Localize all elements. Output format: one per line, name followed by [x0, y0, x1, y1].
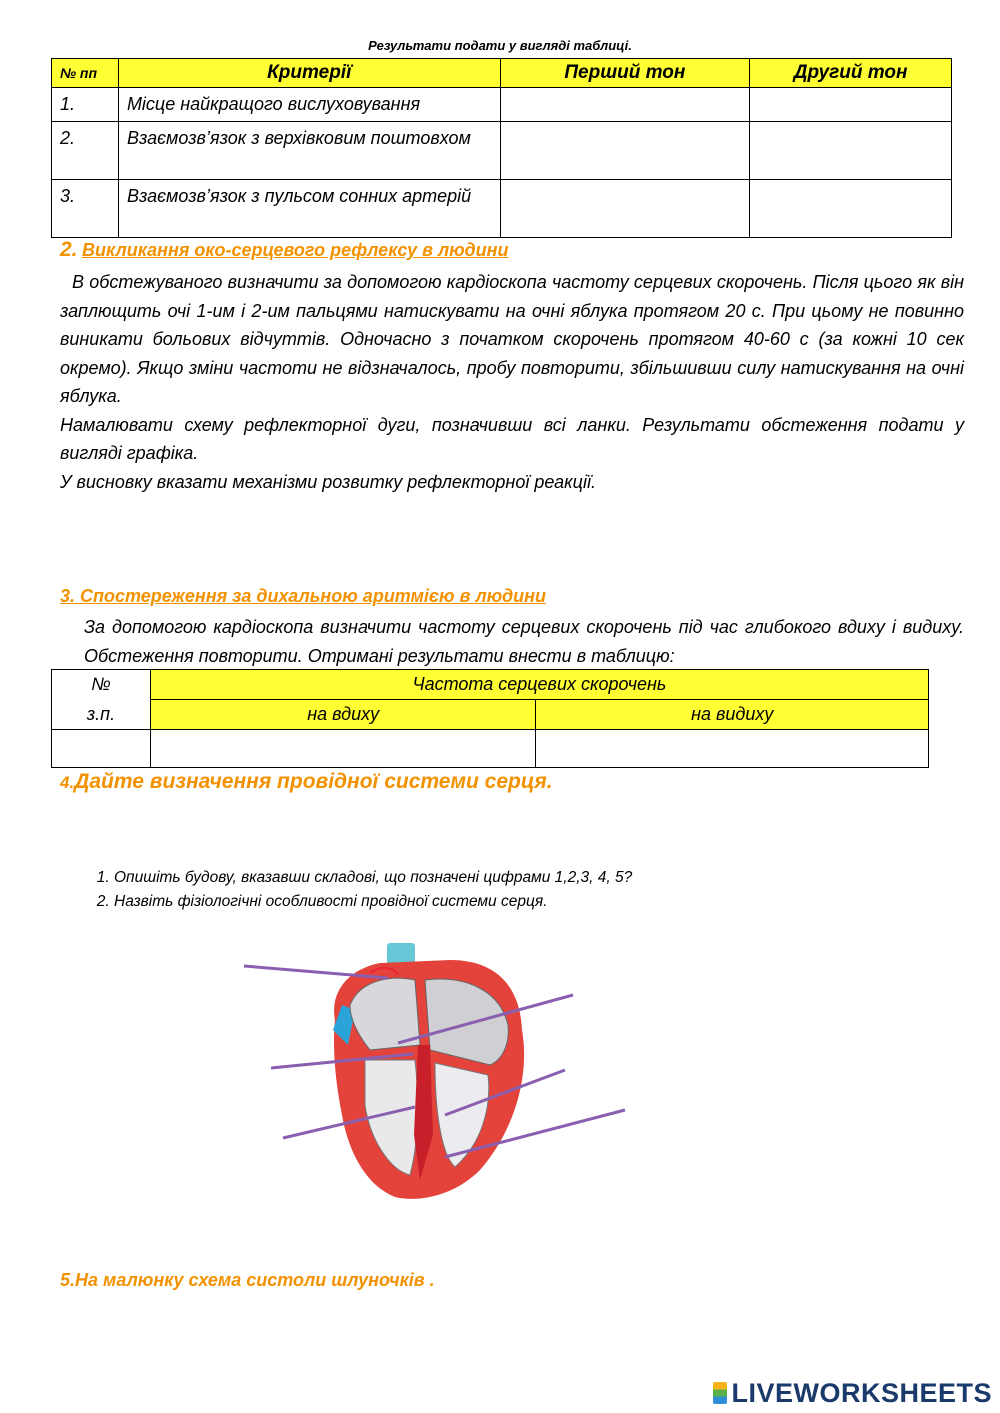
section5-title: 5.На малюнку схема систоли шлуночків .: [60, 1270, 435, 1290]
second-tone-cell[interactable]: [750, 180, 952, 238]
group-header: Частота серцевих скорочень: [150, 670, 928, 700]
section4-number: 4.: [60, 773, 75, 792]
row-criterion: Місце найкращого вислуховування: [118, 88, 500, 122]
question-item: 1. Опишіть будову, вказавши складові, що позначені цифрами 1,2,3, 4, 5?: [114, 866, 632, 890]
section3-title: 3. Спостереження за дихальною аритмією в людини: [60, 586, 546, 606]
header-second-tone: Другий тон: [750, 59, 952, 88]
section4-title: Дайте визначення провідної системи серця.: [74, 770, 553, 793]
section2-paragraph: У висновку вказати механізми розвитку рефлекторної реакції.: [60, 471, 596, 492]
heart-tones-table: [51, 58, 952, 238]
second-tone-cell[interactable]: [750, 122, 952, 180]
section2-title: Викликання око-серцевого рефлексу в людини: [81, 240, 509, 260]
row-criterion: Взаємозв’язок з пульсом сонних артерій: [118, 180, 500, 238]
section4-questions: [80, 866, 632, 914]
table-row: [52, 88, 952, 122]
table-row: [52, 122, 952, 180]
table-header-row: [52, 59, 952, 88]
question-item: 2. Назвіть фізіологічні особливості провідної системи серця.: [114, 890, 632, 914]
section3-text: За допомогою кардіоскопа визначити частоту серцевих скорочень під час глибокого вдиху і видиху. Обстеження повторити. Отримані результати внести в таблицю:: [84, 617, 964, 666]
section2-paragraph: В обстежуваного визначити за допомогою кардіоскопа частоту серцевих скорочень. Після цього як він заплющить очі 1-им і 2-им пальцями натискувати на очні яблука протягом 20 с. При цьому не повинно виникати больових відчуттів. Одночасно з початком скорочень протягом 40-60 с (за кожні 10 сек окремо). Якщо зміни частоти не відзначалось, пробу повторити, збільшивши силу натискування на очні яблука.: [60, 272, 964, 406]
row-number: 3.: [52, 180, 119, 238]
header-first-tone: Перший тон: [500, 59, 750, 88]
header-no: № пп: [52, 59, 119, 88]
section2-body: [60, 268, 964, 496]
first-tone-cell[interactable]: [500, 88, 750, 122]
row-number: 2.: [52, 122, 119, 180]
heart-illustration: [333, 943, 524, 1199]
section4-heading: [60, 770, 553, 794]
row-number-cell[interactable]: [52, 730, 151, 768]
heart-diagram: [230, 935, 650, 1215]
header-criteria: Критерії: [118, 59, 500, 88]
table-row: [52, 180, 952, 238]
header-inhale: на вдиху: [150, 700, 536, 730]
section2-heading: [60, 238, 509, 262]
row-criterion: Взаємозв’язок з верхівковим поштовхом: [118, 122, 500, 180]
liveworksheets-logo: LIVEWORKSHEETS: [713, 1378, 992, 1409]
second-tone-cell[interactable]: [750, 88, 952, 122]
first-tone-cell[interactable]: [500, 180, 750, 238]
row-number: 1.: [52, 88, 119, 122]
logo-mark-icon: [713, 1382, 727, 1404]
table1-caption: Результати подати у вигляді таблиці.: [368, 38, 632, 53]
inhale-cell[interactable]: [150, 730, 536, 768]
no-label-bottom: з.п.: [52, 700, 151, 730]
no-label-top: №: [52, 670, 151, 700]
header-exhale: на видиху: [536, 700, 929, 730]
exhale-cell[interactable]: [536, 730, 929, 768]
respiratory-arrhythmia-table: [51, 669, 929, 768]
section2-number: 2.: [60, 238, 78, 261]
table-row: [52, 730, 929, 768]
section2-paragraph: Намалювати схему рефлекторної дуги, позначивши всі ланки. Результати обстеження подати у вигляді графіка.: [60, 414, 964, 463]
first-tone-cell[interactable]: [500, 122, 750, 180]
